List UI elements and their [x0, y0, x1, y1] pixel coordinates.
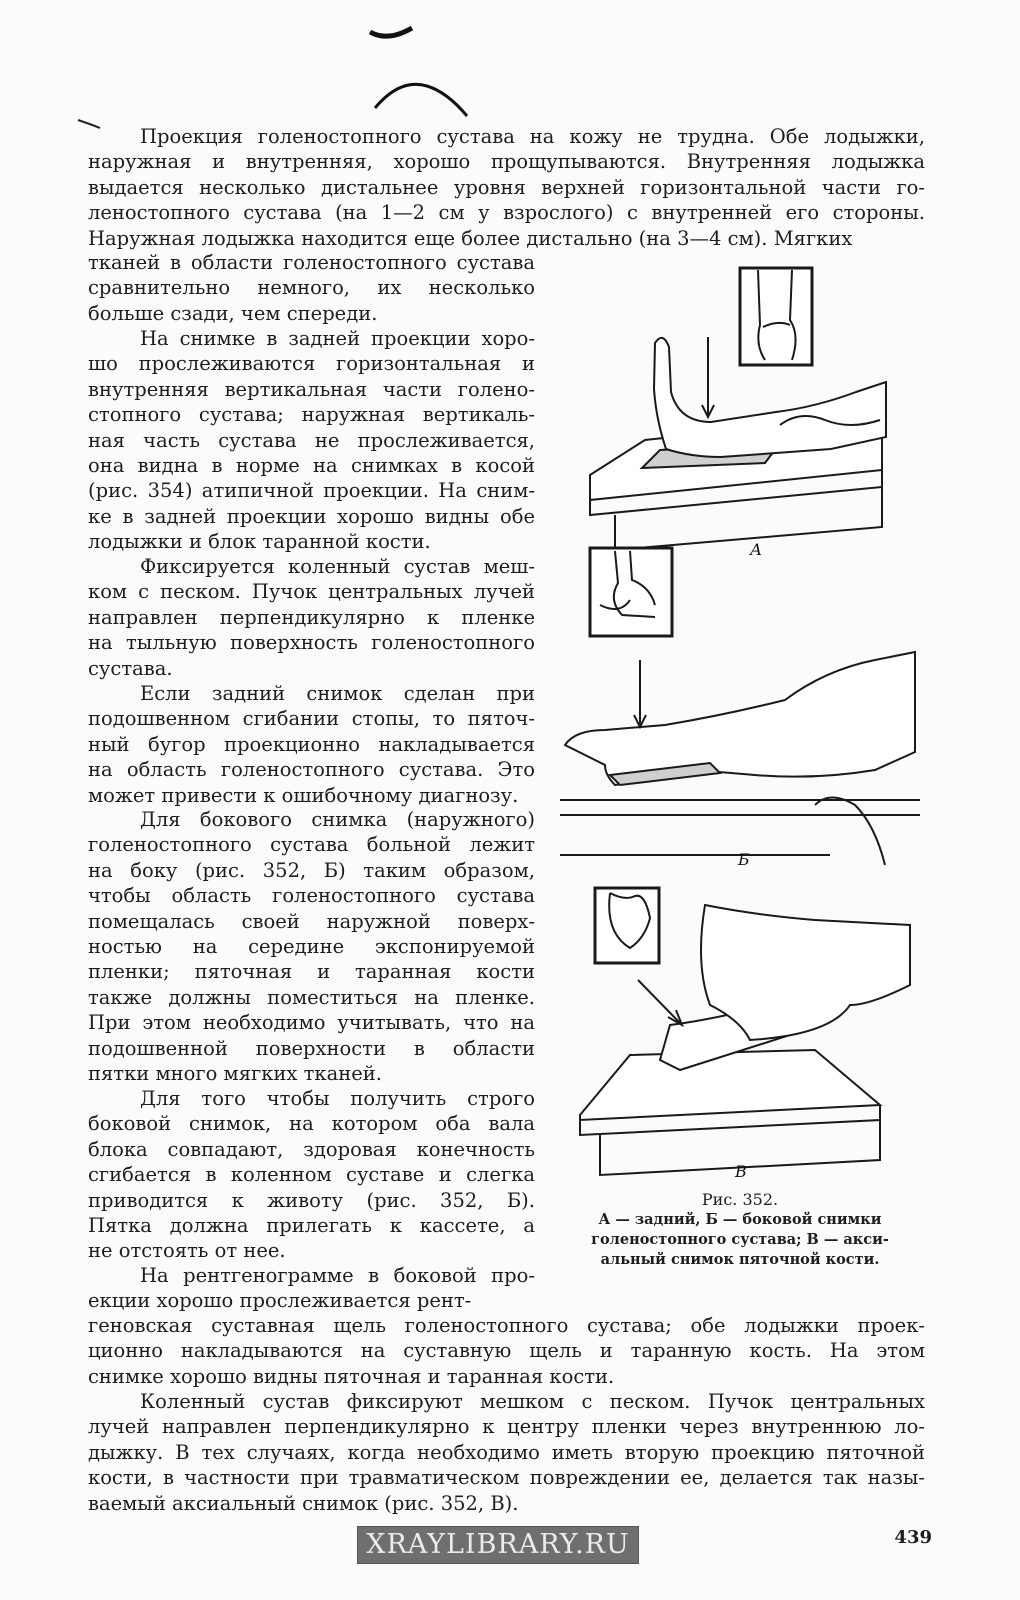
text-line: ностью на середине экспонируемой [88, 935, 535, 959]
para-4 [88, 681, 535, 808]
text-line: тканей в области голеностопного сустава [88, 251, 535, 274]
panel-label-c: В [735, 1162, 747, 1181]
text-line: Пятка должна прилегать к кассете, а [88, 1214, 535, 1238]
scan-artifact [70, 20, 510, 130]
text-line: голеностопного сустава больной лежит [88, 833, 535, 857]
para-8 [88, 1389, 925, 1516]
text-line: Для бокового снимка (наружного) [140, 808, 535, 831]
text-line: дыжку. В тех случаях, когда необходимо иметь вторую проекцию пяточной [88, 1440, 925, 1464]
text-line: ваемый аксиальный снимок (рис. 352, В). [88, 1491, 519, 1515]
text-line: На рентгенограмме в боковой про- [140, 1264, 535, 1287]
text-line: сгибается в коленном суставе и слегка [88, 1163, 535, 1187]
text-line: лучей направлен перпендикулярно к центру пленки через внутреннюю ло- [88, 1415, 925, 1439]
figure-caption [560, 1190, 920, 1270]
text-line: екции хорошо прослеживается рент- [88, 1289, 472, 1313]
text-line: боковой снимок, на котором оба вала [88, 1112, 535, 1136]
panel-label-b: Б [738, 850, 750, 869]
para-7-cont [88, 1313, 925, 1389]
para-3 [88, 554, 535, 681]
text-line: Если задний снимок сделан при [140, 682, 535, 705]
text-line: ционно накладываются на суставную щель и таранную кость. На этом [88, 1339, 925, 1363]
text-line: выдается несколько дистальнее уровня верхней горизонтальной части го- [88, 175, 925, 199]
text-line: внутренняя вертикальная части голено- [88, 377, 535, 401]
text-line: ком с песком. Пучок центральных лучей [88, 580, 535, 604]
para-6 [88, 1086, 535, 1264]
text-line: она видна в норме на снимках в косой [88, 454, 535, 478]
text-line: Фиксируется коленный сустав меш- [140, 555, 535, 578]
text-line: на боку (рис. 352, Б) таким образом, [88, 858, 535, 882]
text-line: не отстоять от нее. [88, 1239, 286, 1263]
panel-label-a: А [750, 540, 763, 559]
text-line: может привести к ошибочному диагнозу. [88, 783, 519, 807]
para-2 [88, 326, 535, 555]
caption-line-1: А — задний, Б — боковой снимки [598, 1211, 882, 1228]
para-1-cont [88, 250, 535, 326]
text-line: подошвенной поверхности в области [88, 1036, 535, 1060]
text-line: ная часть сустава не прослеживается, [88, 428, 535, 452]
text-line: Наружная лодыжка находится еще более дистально (на 3—4 см). Мягких [88, 226, 853, 250]
text-line: на тыльную поверхность голеностопного [88, 631, 535, 655]
text-line: леностопного сустава (на 1—2 см у взрослого) с внутренней его стороны. [88, 201, 925, 225]
text-line: на область голеностопного сустава. Это [88, 758, 535, 782]
text-line: Проекция голеностопного сустава на кожу не трудна. Обе лодыжки, [140, 125, 925, 148]
text-line: блока совпадают, здоровая конечность [88, 1137, 535, 1161]
page-number: 439 [894, 1527, 932, 1548]
text-line: стопного сустава; наружная вертикаль- [88, 403, 535, 427]
text-line: наружная и внутренняя, хорошо прощупываются. Внутренняя лодыжка [88, 150, 925, 174]
para-1 [88, 124, 925, 251]
text-line: ке в задней проекции хорошо видны обе [88, 504, 535, 528]
text-line: (рис. 354) атипичной проекции. На сним- [88, 479, 535, 503]
text-line: При этом необходимо учитывать, что на [88, 1011, 535, 1035]
text-line: больше сзади, чем спереди. [88, 301, 378, 325]
text-line: На снимке в задней проекции хоро- [140, 327, 535, 350]
text-line: пленки; пяточная и таранная кости [88, 960, 535, 984]
text-line: сустава. [88, 656, 173, 680]
text-line: сравнительно немного, их несколько [88, 276, 535, 300]
caption-line-3: альный снимок пяточной кости. [600, 1251, 880, 1268]
text-line: приводится к животу (рис. 352, Б). [88, 1188, 535, 1212]
para-5 [88, 807, 535, 1086]
figure-352 [560, 265, 920, 1185]
text-line: снимке хорошо видны пяточная и таранная кости. [88, 1364, 615, 1388]
figure-panel-c [580, 888, 910, 1175]
figure-panel-b [560, 548, 920, 869]
text-line: Коленный сустав фиксируют мешком с песком. Пучок центральных [140, 1390, 925, 1413]
figure-panel-a [590, 268, 886, 550]
caption-title: Рис. 352. [701, 1190, 779, 1209]
text-line: чтобы область голеностопного сустава [88, 884, 535, 908]
text-line: также должны поместиться на пленке. [88, 985, 535, 1009]
para-7 [88, 1263, 535, 1314]
text-line: кости, в частности при травматическом повреждении ее, делается так назы- [88, 1466, 925, 1490]
text-line: ный бугор проекционно накладывается [88, 732, 535, 756]
caption-line-2: голеностопного сустава; В — акси- [591, 1231, 889, 1248]
text-line: пятки много мягких тканей. [88, 1062, 382, 1086]
text-line: помещалась своей наружной поверх- [88, 909, 535, 933]
text-line: лодыжки и блок таранной кости. [88, 530, 431, 554]
text-line: подошвенном сгибании стопы, то пяточ- [88, 707, 535, 731]
text-line: геновская суставная щель голеностопного сустава; обе лодыжки проек- [88, 1314, 925, 1337]
text-line: шо прослеживаются горизонтальная и [88, 352, 535, 376]
text-line: направлен перпендикулярно к пленке [88, 605, 535, 629]
watermark-banner: XRAYLIBRARY.RU [357, 1526, 639, 1564]
text-line: Для того чтобы получить строго [140, 1087, 535, 1110]
